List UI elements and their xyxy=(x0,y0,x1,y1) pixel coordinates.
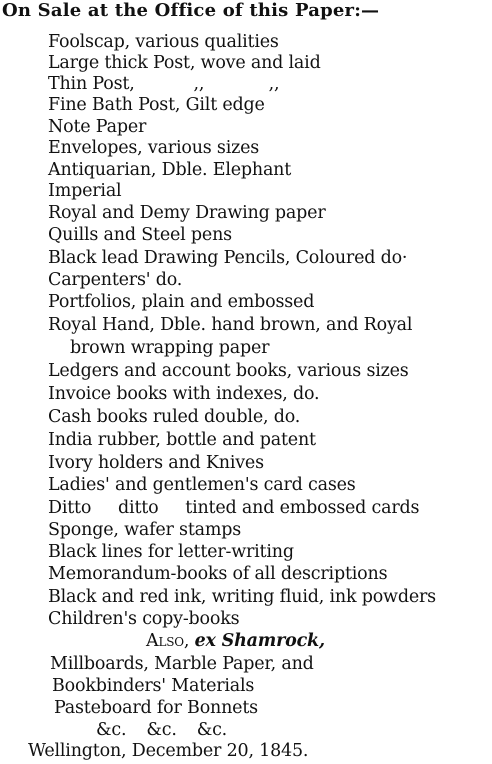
etc-mark: &c. xyxy=(96,720,127,740)
list-item: Portfolios, plain and embossed xyxy=(48,292,315,312)
list-item: Carpenters' do. xyxy=(48,270,183,290)
list-item: Royal Hand, Dble. hand brown, and Royal xyxy=(48,315,413,335)
ad-heading: On Sale at the Office of this Paper:— xyxy=(2,0,380,21)
list-item: Bookbinders' Materials xyxy=(52,676,255,696)
list-item: Black lead Drawing Pencils, Coloured do· xyxy=(48,248,408,268)
list-item: Black and red ink, writing fluid, ink powders xyxy=(48,587,436,607)
list-item: Cash books ruled double, do. xyxy=(48,407,301,427)
list-item: Envelopes, various sizes xyxy=(48,138,260,158)
list-item-continuation: brown wrapping paper xyxy=(70,338,270,358)
etc-line xyxy=(96,719,227,741)
list-item: Note Paper xyxy=(48,117,147,137)
list-item: Pasteboard for Bonnets xyxy=(54,698,258,718)
list-item: Sponge, wafer stamps xyxy=(48,520,242,540)
list-item: Royal and Demy Drawing paper xyxy=(48,203,326,223)
list-item: Quills and Steel pens xyxy=(48,225,232,245)
ship-name: ex Shamrock, xyxy=(194,631,325,651)
dateline: Wellington, December 20, 1845. xyxy=(28,741,309,761)
list-item: India rubber, bottle and patent xyxy=(48,430,316,450)
list-item: Ladies' and gentlemen's card cases xyxy=(48,475,356,495)
also-label: Also, xyxy=(146,631,190,651)
list-item: Ivory holders and Knives xyxy=(48,453,264,473)
list-item: Large thick Post, wove and laid xyxy=(48,53,321,73)
list-item: Ledgers and account books, various sizes xyxy=(48,361,409,381)
list-item: Invoice books with indexes, do. xyxy=(48,384,320,404)
etc-mark: &c. xyxy=(196,720,228,740)
also-line xyxy=(146,630,325,652)
list-item: Black lines for letter-writing xyxy=(48,542,294,562)
etc-mark: &c. xyxy=(146,720,177,740)
list-item: Antiquarian, Dble. Elephant xyxy=(48,160,292,180)
list-item: Imperial xyxy=(48,181,122,201)
list-item: Thin Post, ,, ,, xyxy=(48,74,280,94)
list-item: Foolscap, various qualities xyxy=(48,32,279,52)
list-item: Fine Bath Post, Gilt edge xyxy=(48,95,265,115)
list-item: Children's copy-books xyxy=(48,609,240,629)
list-item: Ditto ditto tinted and embossed cards xyxy=(48,498,420,518)
list-item: Memorandum-books of all descriptions xyxy=(48,564,388,584)
list-item: Millboards, Marble Paper, and xyxy=(50,654,314,674)
